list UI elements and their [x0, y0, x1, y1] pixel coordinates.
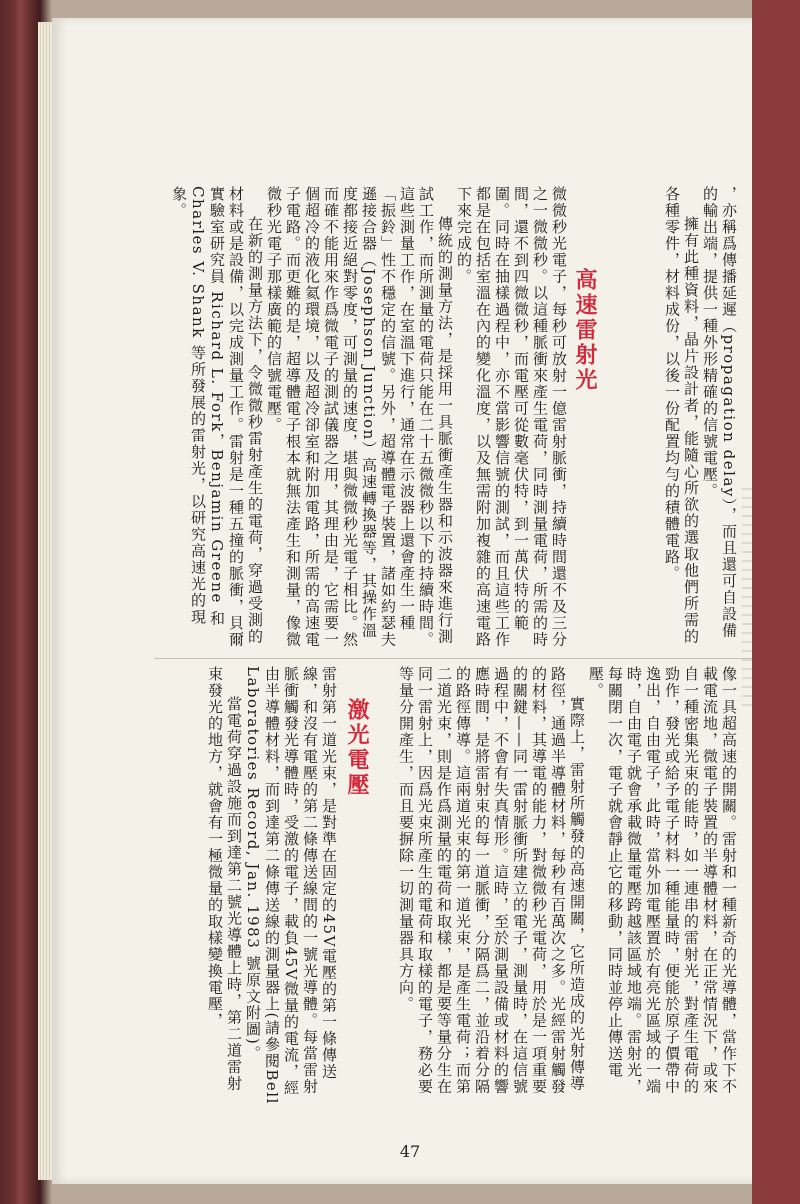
paragraph: 擁有此種資料，晶片設計者，能隨心所欲的選取他們所需的各種零件，材料成份，以後一份配置均勻的積體電路。: [663, 186, 700, 645]
section-divider: [154, 658, 764, 659]
paragraph: 實際上，雷射所觸發的高速開關，它所造成的光射傳導路徑，通過半導體材料，每秒有百萬次之多。光經雷射觸發的材料，其導電的能力，對微微秒光電荷，用於是一項重要的關鍵——同一雷射脈衝所建立的電子，測量時，在這信號過程中，不會有失真情形。這時，至於測量設備或材料的響應時間，是將雷射束的每一道脈衝，分隔爲二，並沿着分隔的路徑傳導。這兩道光束的第一道光束，是產生電荷；而第二道光束，則是作爲測量的電荷和取樣，都是要等量分生在同一雷射上，因爲光束所產生的電荷和取樣的電子，務必要等量分開產生，而且要摒除一切測量器具方向。: [397, 666, 586, 1095]
upper-main-column: [138, 186, 568, 648]
paragraph: 微微秒光電子，每秒可放射一億雷射脈衝，持續時間還不及三分之一微微秒。以這種脈衝來產生電荷，同時測量電荷，所需的時間，還不到四微微秒，而電壓可從數毫伏特，到一萬伏特的範圍。同時在抽樣過程中，亦不當影響信號的測試，而且這些工作都是在包括室溫在內的變化溫度，以及無需附加複雜的高速電路下來完成的。: [455, 186, 568, 648]
paragraph: 在新的測量方法下，令微微秒雷射產生的電荷，穿過受測的材料或是設備，以完成測量工作。雷射是一種五撞的脈衝，貝爾實驗室研究員 Richard L. Fork，Benjamin Greene 和 Charles V. Shank 等所發展的雷射光，以研究高速光的現象。: [170, 186, 264, 648]
lower-right-column: [382, 666, 738, 1108]
paragraph: 當電荷穿過設施而到達第二號光導體上時，第二道雷射束發光的地方，就會有一極微量的取樣變換電壓，: [206, 666, 243, 1092]
upper-continuation-column: [610, 186, 738, 648]
paragraph: ，亦稱爲傳播延遲（propagation delay），而且還可自設備的輸出端，提供一種外形精確的信號電壓。: [701, 186, 738, 639]
book-page: [52, 18, 768, 1184]
paragraph: 雷射第一道光束，是對準在固定的45V電壓的第一條傳送線，和沒有電壓的第二條傳送線間的一號光導體。每當雷射脈衝觸發光導體時，受激的電子，載負45V微量的電流，經由半導體材料，而到達第二條傳送線的測量器上(請參閱Bell Laboratories Record, Jan. 1983 號原文附圖)。: [244, 666, 338, 1105]
paragraph: 像一具超高速的開關。雷射和一種新奇的光導體，當作下不載電流地，微電子裝置的半導體材料，在正常情況下，或來自一種密集光束的能時，如一連串的雷射光，對產生電荷的勁作，發光或給予電子材料一種能量時，便能於原子價帶中逸出，自由電子，此時，當外加電壓置於有亮光區域的一端時，自由電子就會承載微量電壓跨越該區域地端。雷射光，每關閉一次，電子就會靜止它的移動，同時並停止傳送電壓。: [587, 666, 738, 1095]
book-cover-edge: [752, 0, 800, 1204]
lower-left-column: [98, 666, 338, 1108]
paragraph: 傳統的測量方法，是採用一具脈衝產生器和示波器來進行測試工作，而所測量的電荷只能在二十五微微秒以下的持續時間。這些測量工作，在室溫下進行，通常在示波器上還會產生一種「振鈴」性不穩定的信號。另外，超導體電子裝置，諸如約瑟夫遜接合器（Josephson Junction）高速轉換器等，其操作溫度都接近絕對零度，可測量的速度，堪與微微秒光電子相比。然而確不能用來作爲微電子的測試儀器之用，其理由是，它需要一個超冷的液化氦環境，以及超冷卻室和附加電路，所需的高速電子電路。而更難的是，超導體電子根本就無法產生和測量，像微微秒光電子那樣廣範的信號電壓。: [265, 186, 454, 648]
section-heading-high-speed-laser: 高速雷射光: [572, 268, 597, 393]
section-heading-laser-voltage: 激光電壓: [344, 698, 369, 798]
page-number: 47: [399, 1142, 421, 1161]
